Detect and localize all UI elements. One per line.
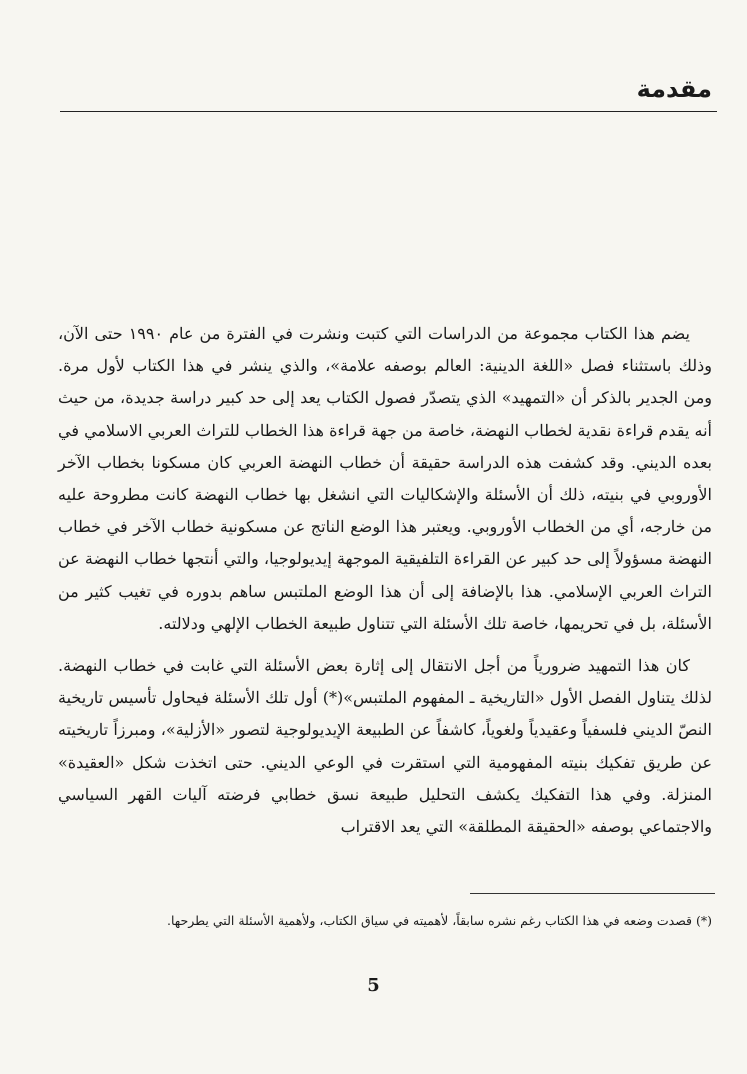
paragraph: كان هذا التمهيد ضرورياً من أجل الانتقال إلى إثارة بعض الأسئلة التي غابت في خطاب النهضة. لذلك يتناول الفصل الأول «التاريخية ـ المفهوم الملتبس»(*) أول تلك الأسئلة فيحاول تأسيس تاريخية النصّ الديني فلسفياً وعقيدياً ولغوياً، كاشفاً عن الطبيعة الإيديولوجية لتصور «الأزلية»، ومبرزاً تاريخيته عن طريق تفكيك بنيته المفهومية التي استقرت في الوعي الديني. حتى اتخذت شكل «العقيدة» المنزلة. وفي هذا التفكيك يكشف التحليل طبيعة نسق خطابي فرضته آليات القهر السياسي والاجتماعي بوصفه «الحقيقة المطلقة» التي يعد الاقتراب <box>58 656 712 837</box>
paragraph: يضم هذا الكتاب مجموعة من الدراسات التي كتبت ونشرت في الفترة من عام ١٩٩٠ حتى الآن، وذلك باستثناء فصل «اللغة الدينية: العالم بوصفه علامة»، والذي ينشر في هذا الكتاب لأول مرة. ومن الجدير بالذكر أن «التمهيد» الذي يتصدّر فصول الكتاب يعد إلى حد كبير دراسة جديدة، من حيث أنه يقدم قراءة نقدية لخطاب النهضة، خاصة من جهة قراءة هذا الخطاب للتراث العربي الاسلامي في بعده الديني. وقد كشفت هذه الدراسة حقيقة أن خطاب النهضة العربي كان مسكونا بخطاب الآخر الأوروبي في بنيته، ذلك أن الأسئلة والإشكاليات التي انشغل بها خطاب النهضة كانت مطروحة عليه من خارجه، أي من الخطاب الأوروبي. ويعتبر هذا الوضع الناتج عن مسكونية خطاب الآخر في خطاب النهضة مسؤولاً إلى حد كبير عن القراءة التلفيقية الموجهة إيديولوجيا، والتي أنتجها خطاب النهضة عن التراث العربي الإسلامي. هذا بالإضافة إلى أن هذا الوضع الملتبس ساهم بدوره في تغيب كثير من الأسئلة، بل في تحريمها، خاصة تلك الأسئلة التي تتناول طبيعة الخطاب الإلهي ودلالته. <box>58 324 713 633</box>
header-divider <box>60 111 717 112</box>
page-number: 5 <box>367 975 380 996</box>
body-text <box>58 318 712 843</box>
footnote: (*) قصدت وضعه في هذا الكتاب رغم نشره سابقاً، لأهميته في سياق الكتاب، ولأهمية الأسئلة التي يطرحها. <box>167 913 712 928</box>
footnote-divider <box>470 893 715 894</box>
chapter-title: مقدمة <box>636 75 712 103</box>
